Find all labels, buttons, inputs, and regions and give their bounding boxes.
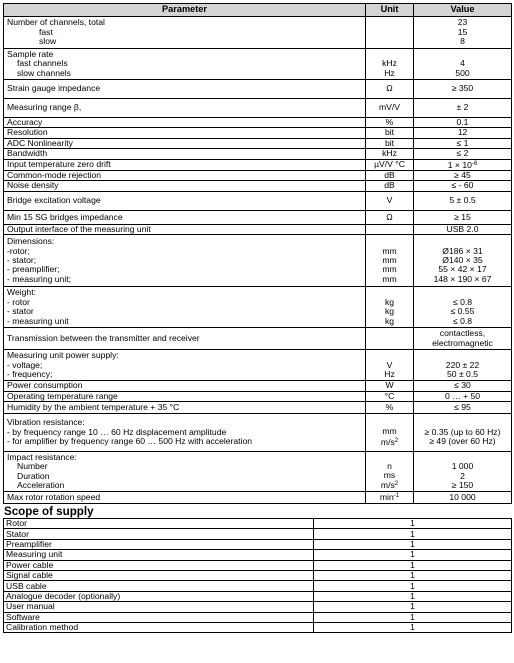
unit-line (369, 28, 410, 37)
value-line: ≤ - 60 (451, 180, 474, 191)
value-line: 2 (460, 470, 465, 481)
unit-line: kg (384, 306, 395, 317)
parameter-line: Max rotor rotation speed (7, 491, 101, 502)
value-line: 23 (457, 17, 468, 28)
value-line: ≥ 350 (451, 83, 474, 94)
parameter-line: Resolution (7, 127, 48, 138)
scope-item-name: Power cable (4, 560, 314, 570)
value-cell (414, 191, 512, 210)
scope-row (4, 519, 512, 529)
parameter-line: Common-mode rejection (7, 170, 102, 181)
scope-item-qty: 1 (314, 560, 512, 570)
value-cell (414, 210, 512, 224)
table-row (4, 381, 512, 391)
unit-line: Ω (386, 83, 393, 94)
unit-cell (366, 402, 414, 414)
value-line: ≤ 30 (454, 380, 471, 391)
value-line: ± 2 (456, 102, 469, 113)
parameter-cell (4, 99, 366, 118)
value-line: 220 ± 22 (445, 359, 480, 370)
table-row (4, 452, 512, 492)
table-row (4, 17, 512, 49)
parameter-line: Accuracy (7, 117, 43, 127)
unit-cell (366, 80, 414, 99)
value-cell (414, 128, 512, 138)
parameter-cell (4, 492, 366, 504)
unit-line: mV/V (378, 102, 400, 113)
parameter-line: Vibration resistance: (7, 417, 85, 428)
value-line: ≤ 2 (456, 148, 469, 159)
unit-line: % (385, 117, 394, 127)
unit-cell (366, 492, 414, 504)
value-line: ≤ 95 (454, 401, 471, 412)
parameter-line: - voltage; (7, 359, 43, 370)
superscript: 2 (394, 437, 399, 444)
value-line: 8 (460, 36, 465, 47)
parameter-line: fast (39, 26, 53, 37)
unit-line: Hz (384, 67, 395, 78)
value-cell (414, 99, 512, 118)
parameter-line: Acceleration (17, 479, 65, 490)
parameter-line: Bandwidth (7, 148, 48, 159)
parameter-line: ADC Nonlinearity (7, 137, 73, 148)
value-cell (414, 235, 512, 287)
parameter-line: Dimensions: (7, 236, 55, 247)
table-row (4, 402, 512, 414)
unit-line: dB (384, 180, 395, 191)
parameter-cell (4, 287, 366, 328)
parameter-line: Operating temperature range (7, 390, 118, 401)
value-cell (414, 17, 512, 49)
value-line: ≤ 1 (456, 137, 469, 148)
table-row (4, 328, 512, 350)
specifications-body (4, 17, 512, 504)
scope-row (4, 622, 512, 632)
scope-item-name: Rotor (4, 519, 314, 529)
specifications-table (3, 3, 512, 504)
parameter-line: - stator; (7, 255, 37, 266)
value-line: ≤ 0.55 (450, 306, 475, 317)
table-row (4, 149, 512, 159)
value-cell (414, 149, 512, 159)
value-line: ≤ 0.8 (452, 296, 473, 307)
parameter-cell (4, 138, 366, 148)
unit-cell (366, 414, 414, 452)
scope-row (4, 539, 512, 549)
scope-of-supply-table (3, 518, 512, 633)
parameter-cell (4, 171, 366, 181)
value-line: 500 (455, 67, 470, 78)
table-row (4, 181, 512, 191)
value-cell (414, 49, 512, 80)
unit-cell (366, 128, 414, 138)
value-cell (414, 381, 512, 391)
scope-row (4, 560, 512, 570)
scope-item-name: Stator (4, 529, 314, 539)
unit-cell (366, 391, 414, 401)
value-line: 4 (460, 58, 465, 69)
table-row (4, 224, 512, 234)
parameter-line: -rotor; (7, 245, 30, 256)
scope-item-qty: 1 (314, 519, 512, 529)
scope-row (4, 591, 512, 601)
parameter-cell (4, 381, 366, 391)
table-row (4, 49, 512, 80)
parameter-cell (4, 80, 366, 99)
unit-cell (366, 381, 414, 391)
parameter-line: Sample rate (7, 48, 54, 59)
unit-line (369, 225, 410, 234)
value-line: 50 ± 0.5 (447, 368, 478, 379)
table-row (4, 350, 512, 381)
unit-line: % (385, 401, 394, 412)
value-cell (414, 224, 512, 234)
parameter-line: Number of channels, total (7, 17, 105, 28)
unit-line: kg (384, 296, 395, 307)
unit-line: $\min^{-1}$ (379, 492, 400, 503)
unit-line: mm (382, 264, 397, 275)
parameter-line: - measuring unit (7, 315, 69, 326)
scope-item-name: Software (4, 612, 314, 622)
parameter-cell (4, 191, 366, 210)
value-cell (414, 159, 512, 170)
unit-line: kHz (382, 148, 397, 159)
table-row (4, 138, 512, 148)
scope-row (4, 602, 512, 612)
scope-body (4, 519, 512, 633)
scope-item-name: Calibration method (4, 622, 314, 632)
scope-item-qty: 1 (314, 602, 512, 612)
table-row (4, 80, 512, 99)
parameter-line: Power consumption (7, 380, 83, 391)
parameter-line: Strain gauge impedance (7, 83, 101, 94)
table-row (4, 191, 512, 210)
table-row (4, 492, 512, 504)
scope-item-qty: 1 (314, 550, 512, 560)
value-line: 5 ± 0.5 (449, 195, 476, 206)
value-cell (414, 328, 512, 350)
superscript: -1 (393, 493, 400, 500)
unit-line: Ω (386, 211, 393, 222)
scope-item-qty: 1 (314, 591, 512, 601)
parameter-cell (4, 328, 366, 350)
parameter-cell (4, 235, 366, 287)
scope-item-name: Signal cable (4, 571, 314, 581)
unit-cell (366, 224, 414, 234)
value-line: ≤ 0.8 (452, 315, 473, 326)
scope-item-qty: 1 (314, 612, 512, 622)
parameter-line: Impact resistance: (7, 451, 77, 462)
value-line: 0.1 (456, 117, 469, 127)
value-cell (414, 492, 512, 504)
parameter-line: Transmission between the transmitter and receiver (7, 333, 200, 344)
value-cell (414, 171, 512, 181)
value-line: ≥ 150 (451, 479, 474, 490)
unit-line: bit (384, 137, 395, 148)
unit-cell (366, 118, 414, 128)
parameter-line: Humidity by the ambient temperature + 35 °C (7, 401, 180, 412)
value-line: $1 \times 10^{-6}$ (447, 159, 478, 170)
unit-line: n (387, 460, 392, 471)
parameter-line: - for amplifier by frequency range 60 … 500 Hz with acceleration (7, 436, 253, 447)
parameter-line: - frequency; (7, 368, 53, 379)
parameter-cell (4, 118, 366, 128)
value-cell (414, 138, 512, 148)
parameter-line: Min 15 SG bridges impedance (7, 211, 123, 222)
value-cell (414, 287, 512, 328)
unit-line: $m/s^2$ (380, 480, 399, 491)
scope-row (4, 550, 512, 560)
unit-line: °C (384, 390, 395, 401)
value-cell (414, 118, 512, 128)
value-line: 148 × 190 × 67 (433, 273, 492, 284)
parameter-line: - rotor (7, 296, 30, 307)
parameter-line: Measuring range β, (7, 102, 82, 113)
unit-cell (366, 138, 414, 148)
unit-line: mm (382, 245, 397, 256)
unit-line: $m/s^2$ (380, 436, 399, 447)
unit-cell (366, 452, 414, 492)
parameter-cell (4, 149, 366, 159)
unit-cell (366, 171, 414, 181)
value-cell (414, 452, 512, 492)
value-line: 0 … + 50 (444, 390, 481, 401)
value-cell (414, 414, 512, 452)
scope-item-name: Analogue decoder (optionally) (4, 591, 314, 601)
table-row (4, 159, 512, 170)
table-row (4, 210, 512, 224)
document-page (3, 3, 511, 633)
parameter-cell (4, 391, 366, 401)
superscript: -6 (471, 160, 478, 167)
value-cell (414, 80, 512, 99)
parameter-line: slow (39, 36, 57, 47)
parameter-line: Duration (17, 470, 50, 481)
value-line: 55 × 42 × 17 (438, 264, 487, 275)
unit-cell (366, 328, 414, 350)
scope-row (4, 571, 512, 581)
unit-cell (366, 210, 414, 224)
table-header-row (4, 4, 512, 17)
unit-line: kHz (382, 58, 397, 69)
parameter-cell (4, 224, 366, 234)
unit-line: V (386, 359, 393, 370)
value-line: Ø186 × 31 (442, 245, 483, 256)
unit-line: bit (384, 127, 395, 138)
parameter-line: Output interface of the measuring unit (7, 223, 151, 234)
unit-cell (366, 350, 414, 381)
parameter-line: fast channels (17, 58, 68, 69)
unit-line (369, 334, 410, 343)
scope-item-qty: 1 (314, 571, 512, 581)
parameter-line: - preamplifier; (7, 264, 60, 275)
parameter-line: slow channels (17, 67, 71, 78)
parameter-line: - measuring unit; (7, 273, 72, 284)
parameter-cell (4, 414, 366, 452)
parameter-line: Bridge excitation voltage (7, 195, 101, 206)
superscript: 2 (394, 481, 399, 488)
value-cell (414, 391, 512, 401)
value-cell (414, 181, 512, 191)
value-line: Ø140 × 35 (442, 255, 483, 266)
parameter-cell (4, 402, 366, 414)
parameter-line: Weight: (7, 287, 36, 298)
scope-row (4, 612, 512, 622)
unit-cell (366, 235, 414, 287)
parameter-line: - by frequency range 10 … 60 Hz displacement amplitude (7, 426, 227, 437)
value-line: electromagnetic (432, 337, 493, 348)
unit-cell (366, 17, 414, 49)
unit-line: mm (382, 273, 397, 284)
table-row (4, 171, 512, 181)
unit-cell (366, 181, 414, 191)
unit-line: mm (382, 255, 397, 266)
unit-line: ms (383, 470, 396, 481)
parameter-cell (4, 128, 366, 138)
parameter-cell (4, 17, 366, 49)
unit-line: mm (382, 426, 397, 437)
unit-line: W (385, 380, 394, 391)
scope-item-name: Measuring unit (4, 550, 314, 560)
unit-line: Hz (384, 368, 395, 379)
scope-row (4, 581, 512, 591)
parameter-cell (4, 181, 366, 191)
value-line: 12 (457, 127, 468, 138)
scope-item-qty: 1 (314, 539, 512, 549)
unit-cell (366, 49, 414, 80)
table-row (4, 235, 512, 287)
value-cell (414, 350, 512, 381)
unit-cell (366, 99, 414, 118)
scope-row (4, 529, 512, 539)
header-value: Value (414, 4, 512, 17)
unit-line: µV/V °C (374, 159, 405, 170)
scope-item-qty: 1 (314, 622, 512, 632)
table-row (4, 128, 512, 138)
scope-item-name: USB cable (4, 581, 314, 591)
unit-line: dB (384, 170, 395, 181)
value-line: 1 000 (451, 461, 474, 472)
parameter-line: Noise density (7, 180, 59, 191)
value-line: ≥ 49 (over 60 Hz) (429, 436, 496, 447)
table-row (4, 118, 512, 128)
parameter-cell (4, 210, 366, 224)
value-line: ≥ 15 (454, 211, 471, 222)
value-line: contactless, (439, 328, 486, 339)
scope-item-name: Preamplifier (4, 539, 314, 549)
unit-cell (366, 149, 414, 159)
parameter-line: Input temperature zero drift (7, 159, 111, 170)
parameter-line: Measuring unit power supply: (7, 350, 119, 361)
parameter-line: Number (17, 461, 48, 472)
scope-item-qty: 1 (314, 581, 512, 591)
parameter-cell (4, 452, 366, 492)
unit-line: V (386, 195, 393, 206)
unit-cell (366, 159, 414, 170)
value-cell (414, 402, 512, 414)
table-row (4, 99, 512, 118)
table-row (4, 287, 512, 328)
table-row (4, 414, 512, 452)
table-row (4, 391, 512, 401)
unit-line: kg (384, 315, 395, 326)
parameter-cell (4, 159, 366, 170)
value-line: 10 000 (449, 491, 476, 502)
parameter-cell (4, 49, 366, 80)
header-unit: Unit (366, 4, 414, 17)
unit-cell (366, 287, 414, 328)
scope-item-qty: 1 (314, 529, 512, 539)
value-line: USB 2.0 (446, 223, 479, 234)
parameter-line: - stator (7, 306, 34, 317)
parameter-cell (4, 350, 366, 381)
value-line: ≥ 0.35 (up to 60 Hz) (424, 426, 501, 437)
unit-cell (366, 191, 414, 210)
scope-of-supply-title: Scope of supply (4, 505, 94, 519)
header-parameter: Parameter (4, 4, 366, 17)
value-line: ≥ 45 (454, 170, 471, 181)
scope-item-name: User manual (4, 602, 314, 612)
value-line: 15 (457, 26, 468, 37)
